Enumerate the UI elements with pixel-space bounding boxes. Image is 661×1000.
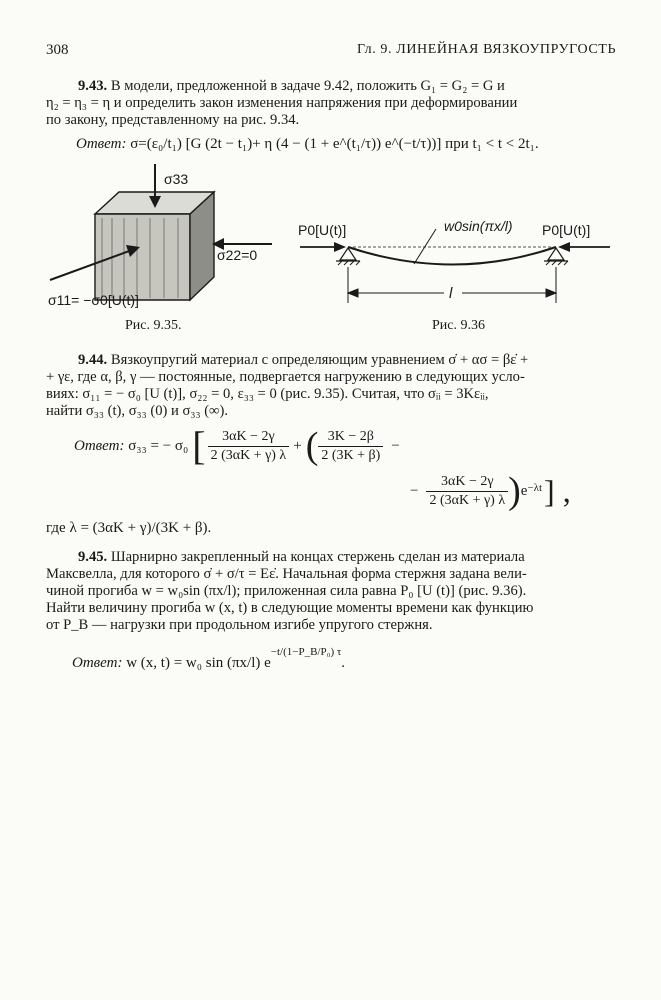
minus-sign: − xyxy=(391,437,400,454)
answer-label: Ответ: xyxy=(72,655,123,671)
problem-text-line: η₂ = η₃ = η и определить закон изменения напряжения при деформировании xyxy=(46,95,518,111)
exp-base: e xyxy=(520,482,528,499)
paren-close: ) xyxy=(508,470,521,512)
figure-caption-9-35: Рис. 9.35. xyxy=(125,318,182,333)
problem-number: 9.45. xyxy=(78,549,108,565)
label-right-force: P0[U(t)] xyxy=(542,222,591,238)
problem-text-line: по закону, представленному на рис. 9.34. xyxy=(46,112,300,128)
label-length: l xyxy=(449,285,453,302)
answer-label: Ответ: xyxy=(74,437,125,454)
fraction-3: $\frac{3\alpha K - 2\gamma}{2 (3\alpha K + \gamma) \lambda}$ xyxy=(426,474,508,509)
force-arrow-right xyxy=(558,242,610,252)
page-number: 308 xyxy=(46,42,69,58)
answer-lhs: σ₃₃ = − σ₀ xyxy=(128,437,189,454)
where-line: где λ = (3αK + γ)/(3K + β). xyxy=(46,520,212,536)
figure-caption-9-36: Рис. 9.36 xyxy=(432,318,485,333)
answer-end: . xyxy=(341,655,346,671)
plus-sign: + xyxy=(293,437,302,454)
bracket-close: ] , xyxy=(544,473,571,509)
problem-text-line: найти σ₃₃ (t), σ₃₃ (0) и σ₃₃ (∞). xyxy=(46,403,228,419)
problem-number: 9.43. xyxy=(78,78,108,94)
answer-formula: σ=(ε₀/t₁) [G (2t − t₁)+ η (4 − (1 + e^(t₁/τ)) e^(−t/τ))] при t₁ < t < 2t₁. xyxy=(130,136,539,152)
chapter-title: Гл. 9. ЛИНЕЙНАЯ ВЯЗКОУПРУГОСТЬ xyxy=(357,42,617,57)
fraction-2: $\frac{3K - 2\beta}{2 (3K + \beta)}$ xyxy=(318,429,383,464)
label-left-force: P0[U(t)] xyxy=(298,222,347,238)
label-deflection: w0sin(πx/l) xyxy=(444,218,513,234)
figure-9-35 xyxy=(40,162,280,312)
problem-number: 9.44. xyxy=(78,352,108,368)
answer-formula: w (x, t) = w₀ sin (πx/l) e xyxy=(126,655,271,671)
cube-diagram xyxy=(95,192,214,300)
answer xyxy=(76,136,539,153)
answer-label: Ответ: xyxy=(76,136,127,152)
problem-text-line: виях: σ₁₁ = − σ₀ [U (t)], σ₂₂ = 0, ε₃₃ = 0 (рис. 9.35). Считая, что σᵢᵢ = 3Kεᵢᵢ, xyxy=(46,386,489,402)
problem-text-line: + γε, где α, β, γ — постоянные, подвергается нагружению в следующих усло- xyxy=(46,369,525,385)
exp-power: −λt xyxy=(527,482,543,494)
problem-text-line: В модели, предложенной в задаче 9.42, положить G₁ = G₂ = G и xyxy=(110,78,505,94)
problem-text-line: Максвелла, для которого σ̇ + σ/τ = Eε̇. Начальная форма стержня задана вели- xyxy=(46,566,527,582)
label-s22: σ22=0 xyxy=(217,247,258,263)
fraction-1: $\frac{3\alpha K - 2\gamma}{2 (3\alpha K + \gamma) \lambda}$ xyxy=(208,429,290,464)
answer-continuation xyxy=(410,469,571,513)
bracket-open: [ xyxy=(192,423,206,468)
problem-text-line: Шарнирно закрепленный на концах стержень сделан из материала xyxy=(110,549,525,565)
problem-text-line: Найти величину прогиба w (x, t) в следующие моменты времени как функцию xyxy=(46,600,534,616)
label-s33: σ33 xyxy=(164,171,189,187)
force-arrow-left xyxy=(300,242,346,252)
problem-text-line: чиной прогиба w = w₀sin (πx/l); приложенная сила равна P₀ [U (t)] (рис. 9.36). xyxy=(46,583,527,599)
figure-9-36 xyxy=(296,215,616,315)
beam xyxy=(348,247,556,265)
minus-sign: − xyxy=(410,482,419,499)
paren-open: ( xyxy=(305,425,319,467)
answer xyxy=(72,646,346,672)
deflection-leader xyxy=(414,229,436,264)
problem-text-line: от P_B — нагрузки при продольном изгибе упругого стержня. xyxy=(46,617,433,633)
answer-exponent: −t/(1−P_B/P₀) τ xyxy=(270,646,342,658)
label-s11: σ11= −σ0[U(t)] xyxy=(48,292,139,308)
problem-text-line: Вязкоупругий материал с определяющим уравнением σ̇ + ασ = βε̇ + xyxy=(110,352,529,368)
answer xyxy=(74,424,400,468)
